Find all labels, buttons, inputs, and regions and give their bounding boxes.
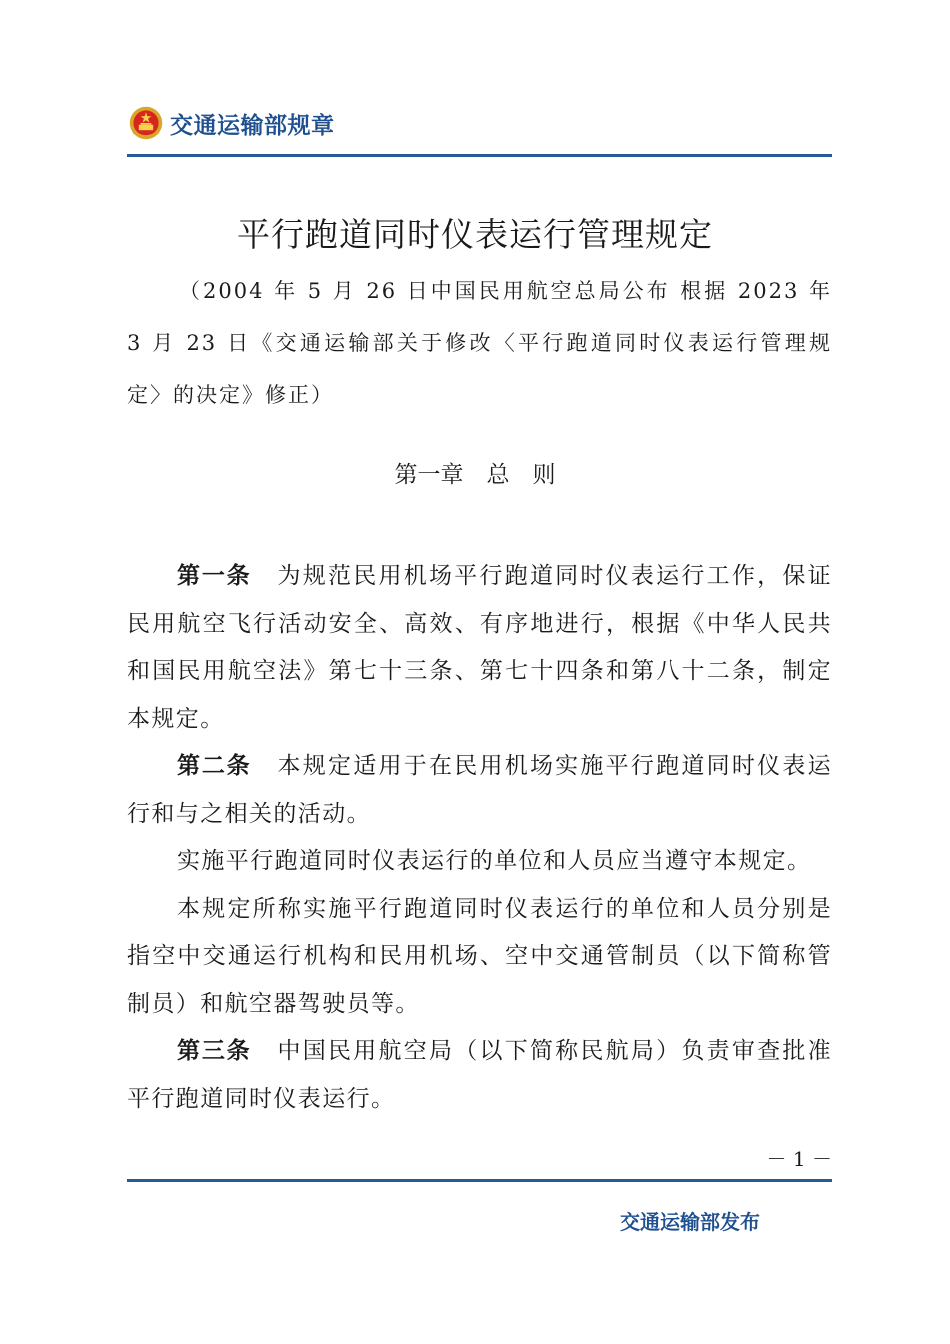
article-text: 为规范民用机场平行跑道同时仪表运行工作，保证民用航空飞行活动安全、高效、有序地进行，根据《中华人民共和国民用航空法》第七十三条、第七十四条和第八十二条，制定本规定。 [127,563,832,732]
document-body [127,553,832,1123]
article-1 [127,553,832,743]
article-2 [127,743,832,838]
national-emblem-icon [128,105,164,141]
article-text: 中国民用航空局（以下简称民航局）负责审查批准平行跑道同时仪表运行。 [127,1038,832,1112]
page-number: － 1 － [766,1147,832,1171]
article-label: 第三条 [177,1038,252,1064]
footer-publisher: 交通运输部发布 [620,1210,760,1234]
document-title: 平行跑道同时仪表运行管理规定 [237,215,713,254]
header-divider [127,154,832,157]
document-subtitle: （2004 年 5 月 26 日中国民用航空总局公布 根据 2023 年 3 月 23 日《交通运输部关于修改〈平行跑道同时仪表运行管理规定〉的决定》修正） [127,279,832,407]
article-2-paragraph: 本规定所称实施平行跑道同时仪表运行的单位和人员分别是指空中交通运行机构和民用机场、空中交通管制员（以下简称管制员）和航空器驾驶员等。 [127,895,832,1017]
article-label: 第一条 [177,563,252,589]
article-3 [127,1028,832,1123]
document-header [128,100,335,146]
article-text: 本规定适用于在民用机场实施平行跑道同时仪表运行和与之相关的活动。 [127,753,832,827]
chapter-heading: 第一章 总 则 [394,462,556,488]
footer-divider [127,1179,832,1182]
article-label: 第二条 [177,753,252,779]
header-title: 交通运输部规章 [170,112,335,139]
article-2-paragraph: 实施平行跑道同时仪表运行的单位和人员应当遵守本规定。 [177,848,812,874]
